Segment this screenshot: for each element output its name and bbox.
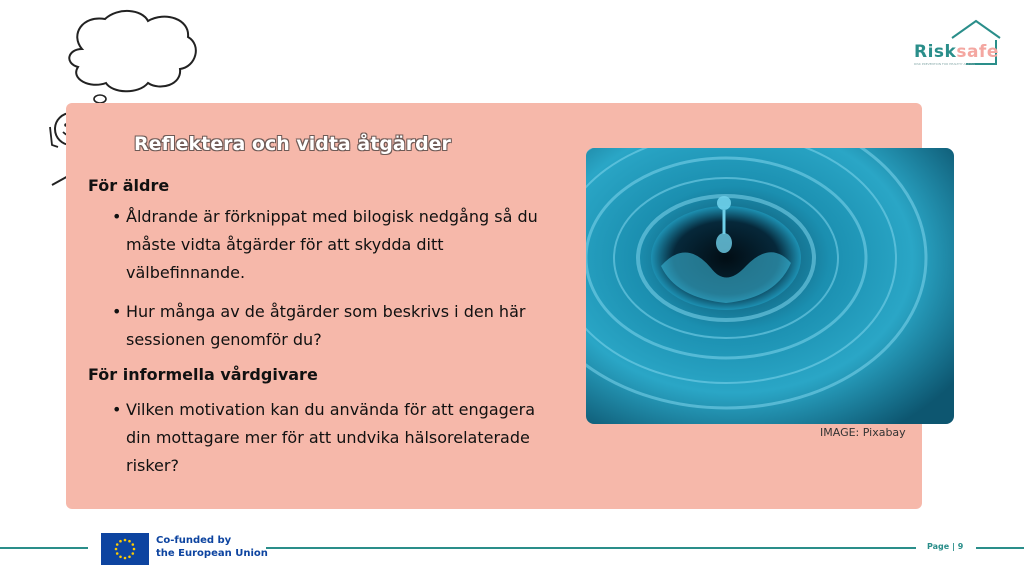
logo-tagline: RISK PREVENTION FOR HEALTHY AGEING (914, 62, 976, 66)
footer-divider (0, 547, 88, 549)
bullet-dot-icon: • (112, 302, 122, 321)
logo-word-risk: Risk (914, 42, 957, 62)
bullet-text: Åldrande är förknippat med bilogisk nedgång så du måste vidta åtgärder för att skydda ditt välbefinnande. (126, 207, 538, 282)
bullet-item (100, 396, 560, 480)
eu-funding-text (156, 534, 268, 560)
bullet-item (100, 203, 560, 287)
logo-word-safe: safe (956, 42, 999, 62)
risksafe-logo (906, 18, 1006, 68)
logo-wordmark (914, 42, 999, 62)
water-drop-photo (586, 148, 954, 424)
footer-divider (266, 547, 916, 549)
eu-flag-icon (101, 533, 149, 565)
bullet-dot-icon: • (112, 400, 122, 419)
section-heading-elderly: För äldre (88, 176, 170, 195)
section-heading-caregivers: För informella vårdgivare (88, 365, 318, 384)
bullet-text: Hur många av de åtgärder som beskrivs i den här sessionen genomför du? (126, 302, 526, 349)
image-credit: IMAGE: Pixabay (820, 426, 906, 439)
bullet-item (100, 298, 560, 354)
bullet-text: Vilken motivation kan du använda för att engagera din mottagare mer för att undvika hälsorelaterade risker? (126, 400, 536, 475)
eu-text-line2: the European Union (156, 548, 268, 559)
slide-title: Reflektera och vidta åtgärder (134, 133, 451, 155)
page-number: Page | 9 (927, 542, 964, 551)
eu-text-line1: Co-funded by (156, 535, 232, 546)
footer-divider (976, 547, 1024, 549)
bullet-dot-icon: • (112, 207, 122, 226)
